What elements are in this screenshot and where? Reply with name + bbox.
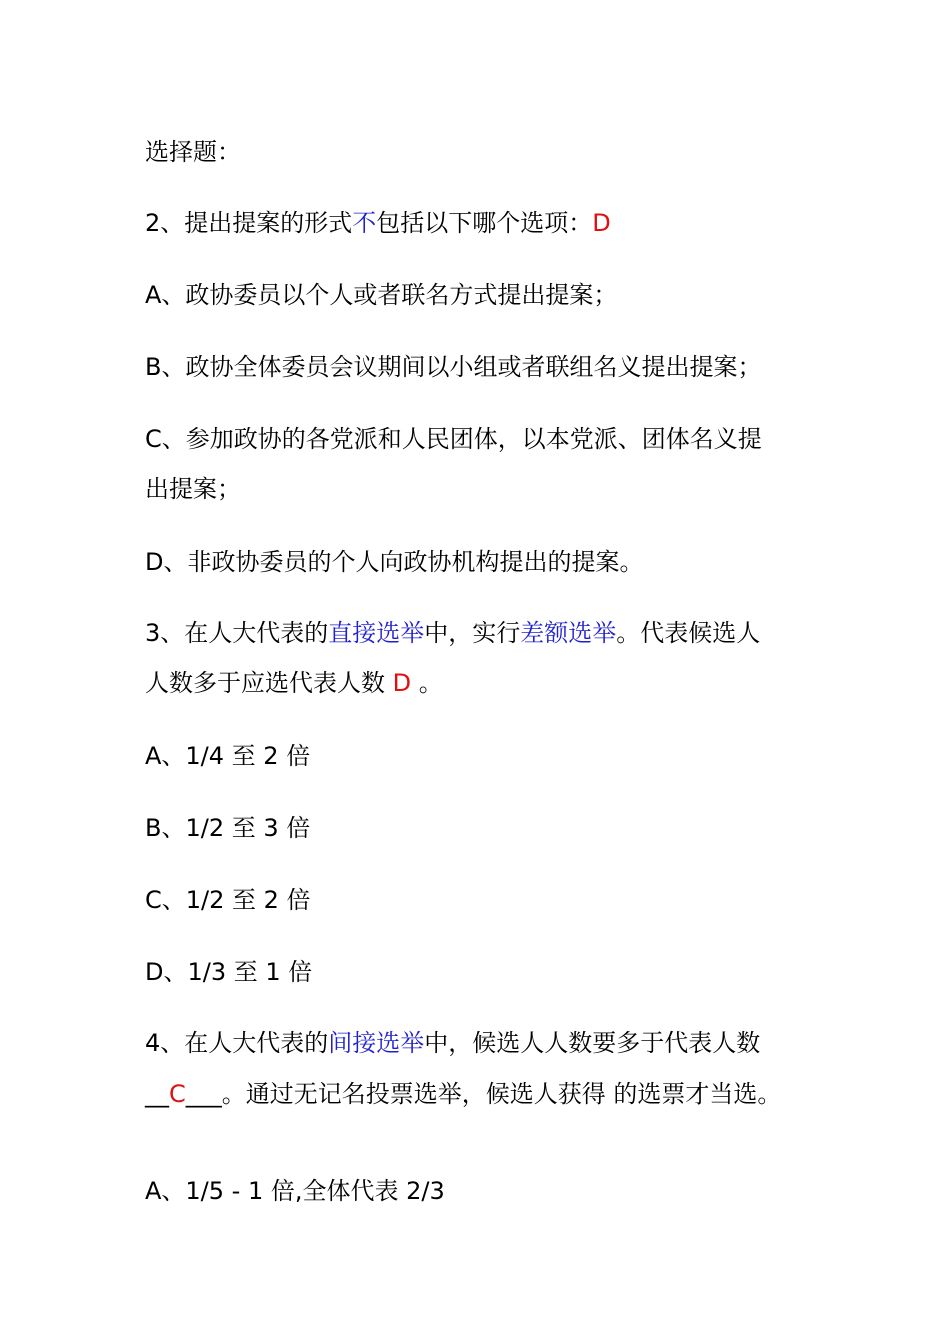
q3-option-a: A、1/4 至 2 倍 (145, 742, 311, 770)
question-3-stem-continued (145, 667, 825, 699)
question-3-stem (145, 617, 825, 649)
q2-option-a: A、政协委员以个人或者联名方式提出提案； (145, 281, 618, 309)
q2-emphasis: 不 (352, 209, 377, 237)
q3-option-d: D、1/3 至 1 倍 (145, 958, 313, 986)
q3-answer: D (392, 669, 412, 697)
q3-option-b: B、1/2 至 3 倍 (145, 814, 311, 842)
q4-answer: C (169, 1080, 186, 1108)
q4-emphasis-1: 间接选举 (328, 1029, 425, 1057)
q2-rest: 包括以下哪个选项： (376, 209, 593, 237)
q3-line2-end: 。 (418, 669, 443, 697)
q3-line2-text: 人数多于应选代表人数 (145, 669, 385, 697)
q4-option-a: A、1/5 - 1 倍,全体代表 2/3 (145, 1177, 445, 1205)
q3-option-c: C、1/2 至 2 倍 (145, 886, 311, 914)
section-heading: 选择题： (145, 138, 241, 166)
q2-option-c-continued: 出提案； (145, 475, 241, 503)
q3-emphasis-2: 差额选举 (520, 619, 617, 647)
q2-answer: D (592, 209, 611, 237)
question-4-stem (145, 1027, 825, 1059)
q3-part-3: 。代表候选人 (616, 619, 761, 647)
q2-prefix: 2、提出提案的形式 (145, 209, 353, 237)
question-2-stem (145, 207, 825, 239)
q3-emphasis-1: 直接选举 (328, 619, 425, 647)
q2-option-d: D、非政协委员的个人向政协机构提出的提案。 (145, 548, 644, 576)
question-4-stem-continued (145, 1078, 825, 1110)
q3-part-1: 3、在人大代表的 (145, 619, 329, 647)
q2-option-c: C、参加政协的各党派和人民团体，以本党派、团体名义提 (145, 425, 762, 453)
q4-part-2: 中，候选人人数要多于代表人数 (424, 1029, 761, 1057)
q2-option-b: B、政协全体委员会议期间以小组或者联组名义提出提案； (145, 353, 762, 381)
q3-part-2: 中，实行 (424, 619, 521, 647)
q4-blank-before: __ (145, 1080, 169, 1108)
q4-blank-after: ___。通过无记名投票选举，候选人获得 的选票才当选。 (185, 1080, 782, 1108)
q4-part-1: 4、在人大代表的 (145, 1029, 329, 1057)
